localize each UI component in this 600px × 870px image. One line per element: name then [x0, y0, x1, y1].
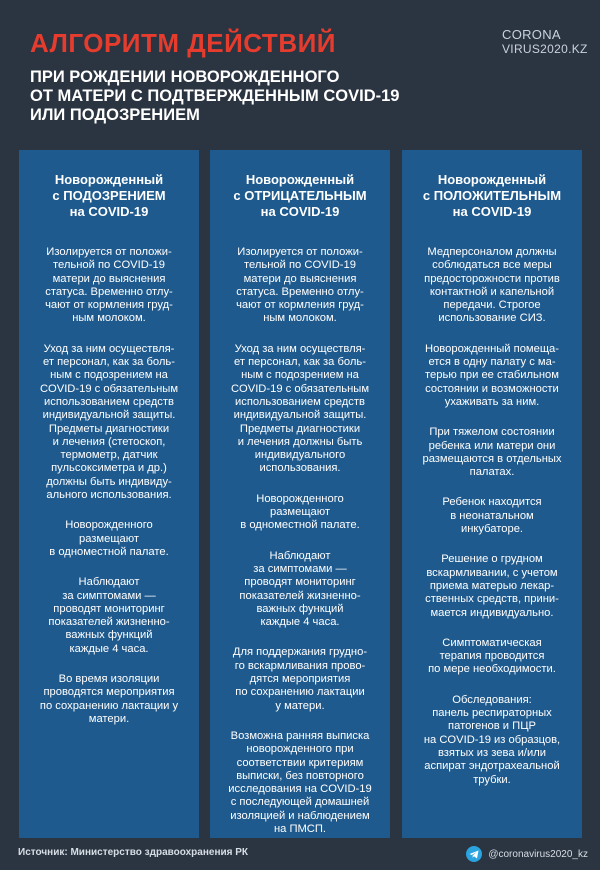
logo-line-1: CORONA: [502, 27, 561, 42]
column-paragraph: При тяжелом состоянии ребенка или матери они размещаются в отдельных палатах.: [422, 426, 562, 479]
column-paragraph: Наблюдают за симптомами — проводят мониторинг показателей жизненно- важных функций каждые 4 часа.: [239, 549, 361, 629]
heading-line: с ПОДОЗРЕНИЕМ: [52, 188, 166, 203]
heading-line: Новорожденный: [245, 172, 355, 187]
subtitle-line: ОТ МАТЕРИ С ПОДТВЕРЖДЕННЫМ COVID-19: [30, 87, 400, 105]
column-paragraph: Симптоматическая терапия проводится по мере необходимости.: [428, 636, 556, 676]
column-suspected: [19, 150, 199, 838]
heading-line: с ПОЛОЖИТЕЛЬНЫМ: [422, 188, 562, 203]
column-paragraph: Изолируется от положи- тельной по COVID-19 матери до выяснения статуса. Временно отлу- чают от кормления груд- ным молоком.: [45, 246, 173, 325]
column-heading: [412, 172, 572, 220]
logo-line-2: VIRUS2020.KZ: [502, 42, 588, 56]
subtitle-line: ИЛИ ПОДОЗРЕНИЕМ: [30, 106, 200, 124]
column-paragraph: Уход за ним осуществля- ет персонал, как за боль- ным с подозрением на COVID-19 с обязательным использованием средств индивидуальной защиты. Предметы диагностики и лечения (стетоскоп, термометр, датчик пульсоксиметра и др.) должны быть индивиду- ального использования.: [39, 342, 179, 502]
column-paragraph: Во время изоляции проводятся мероприятия по сохранению лактации у матери.: [39, 673, 179, 725]
column-paragraph: Для поддержания грудно- го вскармливания прово- дятся мероприятия по сохранению лактации у матери.: [232, 646, 368, 712]
source-credit: Источник: Министерство здравоохранения РК: [18, 847, 249, 858]
telegram-link[interactable]: [466, 846, 588, 862]
column-negative: [210, 150, 390, 838]
column-paragraph: Новорожденного размещают в одноместной палате.: [240, 492, 360, 532]
column-paragraph: Новорожденный помеща- ется в одну палату с ма- терью при ее стабильном состоянии и возможности ухаживать за ним.: [425, 342, 559, 408]
column-positive: [402, 150, 582, 838]
heading-line: на COVID-19: [69, 204, 149, 219]
heading-line: на COVID-19: [260, 204, 340, 219]
column-paragraph: Уход за ним осуществля- ет персонал, как за боль- ным с подозрением на COVID-19 с обязательным использованием средств индивидуальной защиты. Предметы диагностики и лечения должны быть индивидуального использования.: [230, 342, 370, 475]
heading-line: Новорожденный: [437, 172, 547, 187]
heading-line: с ОТРИЦАТЕЛЬНЫМ: [233, 188, 367, 203]
heading-line: на COVID-19: [452, 204, 532, 219]
column-paragraph: Наблюдают за симптомами — проводят мониторинг показателей жизненно- важных функций каждые 4 часа.: [48, 576, 170, 655]
column-paragraph: Ребенок находится в неонатальном инкубаторе.: [442, 496, 542, 536]
telegram-handle: @coronavirus2020_kz: [488, 848, 588, 860]
column-paragraph: Решение о грудном вскармливании, с учетом приема матерью лекар- ственных средств, прини- мается индивидуально.: [425, 553, 559, 619]
column-paragraph: Возможна ранняя выписка новорожденного при соответствии критериям выписки, без повторного исследования на COVID-19 с последующей домашней изоляцией и наблюдением на ПМСП.: [228, 729, 372, 835]
page-title: АЛГОРИТМ ДЕЙСТВИЙ: [30, 28, 336, 58]
column-heading: [29, 172, 189, 220]
column-heading: [220, 172, 380, 220]
column-paragraph: Новорожденного размещают в одноместной палате.: [49, 519, 169, 558]
column-paragraph: Изолируется от положи- тельной по COVID-19 матери до выяснения статуса. Временно отлу- чают от кормления груд- ным молоком.: [236, 246, 364, 325]
subtitle-line: ПРИ РОЖДЕНИИ НОВОРОЖДЕННОГО: [30, 68, 340, 86]
telegram-icon: [466, 846, 482, 862]
page-subtitle: [30, 68, 470, 125]
heading-line: Новорожденный: [54, 172, 164, 187]
column-paragraph: Обследования: панель респираторных патогенов и ПЦР на COVID-19 из образцов, взятых из зева и/или аспират эндотрахеальной трубки.: [423, 693, 561, 786]
column-paragraph: Медперсоналом должны соблюдаться все меры предосторожности против контактной и капельной передачи. Строгое использование СИЗ.: [424, 246, 560, 325]
coronavirus-logo: [502, 28, 586, 56]
